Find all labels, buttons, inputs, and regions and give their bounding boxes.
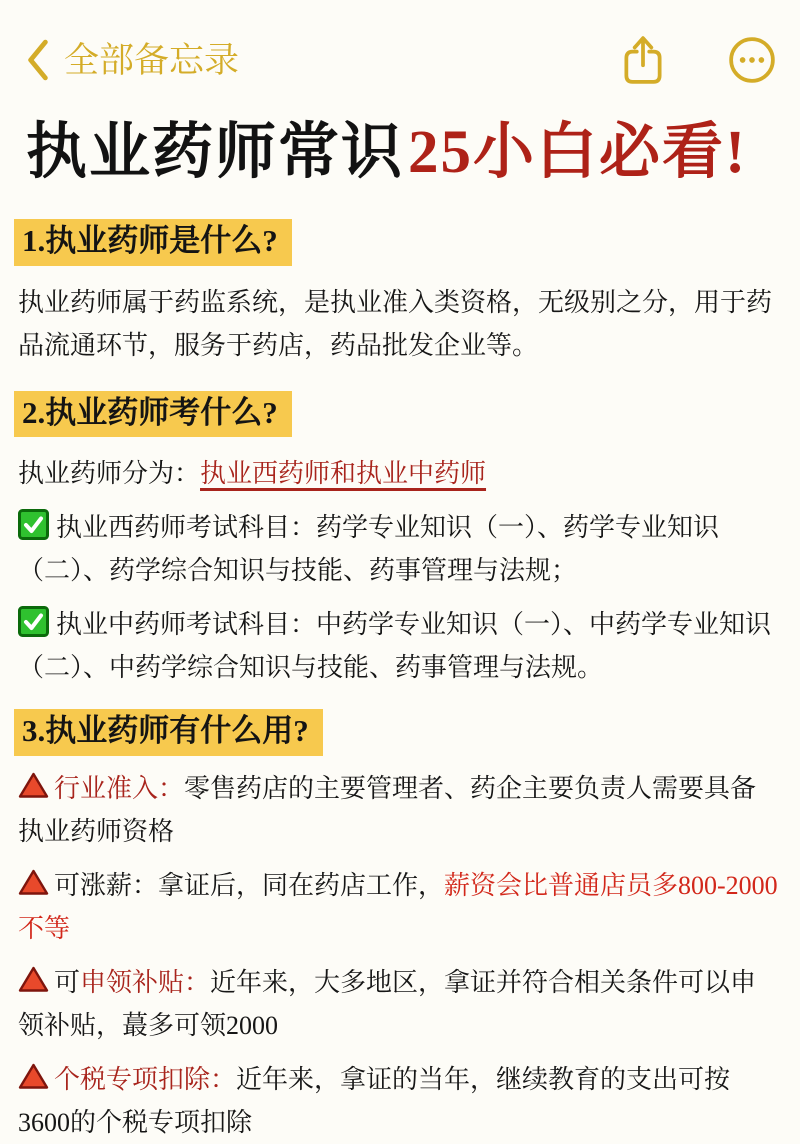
section-heading-2: 2.执业药师考什么? — [14, 391, 292, 438]
bullet-seg: 近年来，大多地区，拿证并符合相关条件可以申领补贴，蕞多可领2000 — [18, 967, 757, 1040]
pharmacist-types-link[interactable]: 执业西药师和执业中药师 — [200, 459, 487, 489]
red-triangle-icon — [18, 868, 49, 896]
check-item-text: 执业中药师考试科目：中药学专业知识（一）、中药学专业知识（二）、中药学综合知识与技能、药事管理与法规。 — [18, 610, 772, 683]
bullet-seg: 零售药店的主要管理者、药企主要负责人需要具备执业药师资格 — [18, 773, 757, 846]
bullet-seg-red: 个税专项扣除： — [54, 1064, 237, 1094]
title-red-text: 25小白必看! — [408, 119, 748, 186]
red-triangle-icon — [18, 965, 49, 993]
chevron-left-icon — [26, 39, 50, 81]
check-item-western — [18, 506, 782, 592]
bullet-seg: 可涨薪：拿证后，同在药店工作， — [54, 870, 445, 900]
bullet-item-industry-entry — [18, 767, 782, 853]
nav-bar — [0, 0, 800, 86]
title-black-text: 执业药师常识 — [26, 119, 405, 186]
red-triangle-icon — [18, 1062, 49, 1090]
bullet-item-salary-raise — [18, 864, 782, 950]
section-heading-3: 3.执业药师有什么用? — [14, 709, 323, 756]
bullet-seg-red: 薪资会比普通店员多800-2000不等 — [18, 870, 778, 943]
back-button[interactable] — [26, 39, 239, 81]
note-title — [26, 116, 778, 189]
bullet-seg: 可 — [54, 967, 81, 997]
back-label: 全部备忘录 — [64, 40, 240, 80]
bullet-item-subsidy — [18, 961, 782, 1047]
bullet-seg: 近年来，拿证的当年，继续教育的支出可按3600的个税专项扣除 — [18, 1064, 731, 1137]
intro-label: 执业药师分为： — [18, 459, 201, 489]
bullet-seg-red: 申领补贴： — [80, 967, 211, 997]
check-item-text: 执业西药师考试科目：药学专业知识（一）、药学专业知识（二）、药学综合知识与技能、药事管理与法规； — [18, 513, 720, 586]
green-check-icon — [18, 606, 49, 637]
red-triangle-icon — [18, 771, 49, 799]
nav-actions — [622, 34, 776, 86]
green-check-icon — [18, 509, 49, 540]
pharmacist-types-line — [18, 452, 782, 495]
bullet-item-tax-deduction — [18, 1058, 782, 1144]
section-heading-1: 1.执业药师是什么? — [14, 219, 292, 266]
share-icon[interactable] — [622, 34, 664, 86]
check-item-chinese — [18, 603, 782, 689]
more-options-icon[interactable] — [728, 36, 776, 84]
bullet-seg-red: 行业准入： — [54, 773, 185, 803]
section-1-body: 执业药师属于药监系统，是执业准入类资格，无级别之分，用于药品流通环节，服务于药店，药品批发企业等。 — [18, 287, 773, 360]
